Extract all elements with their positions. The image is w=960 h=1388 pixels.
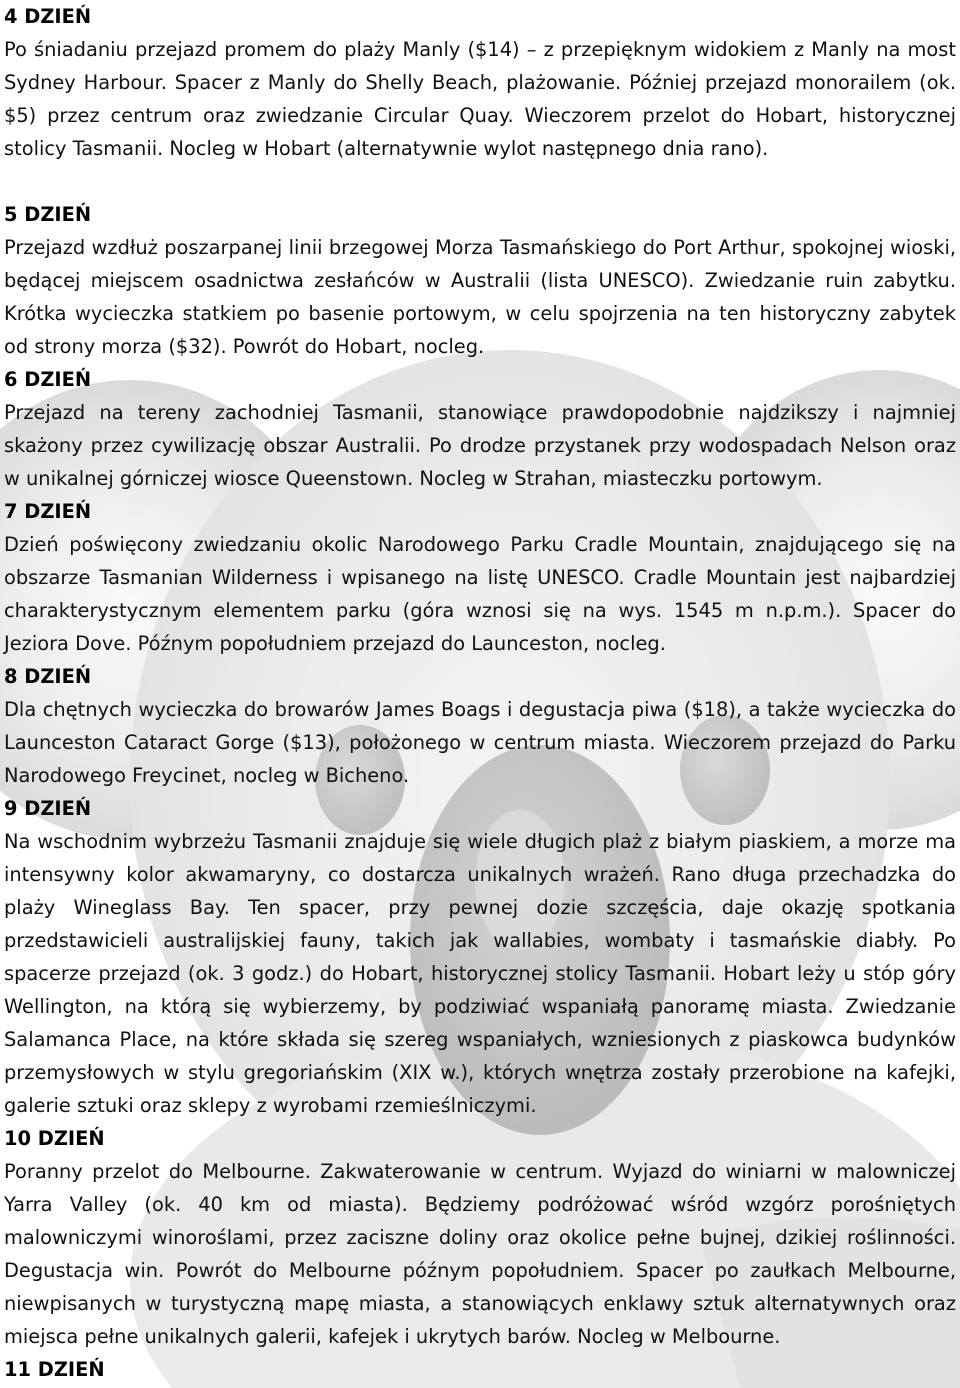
- day-section-8: [4, 660, 956, 792]
- day-section-10: [4, 1122, 956, 1353]
- day-heading: 11 DZIEŃ: [4, 1358, 105, 1381]
- day-heading: 8 DZIEŃ: [4, 665, 92, 688]
- day-section-9: [4, 792, 956, 1122]
- day-heading: 6 DZIEŃ: [4, 368, 92, 391]
- day-section-4: [4, 0, 956, 165]
- day-description: Dla chętnych wycieczka do browarów James Boags i degustacja piwa ($18), a także wycieczka do Launceston Cataract Gorge ($13), położonego w centrum miasta. Wieczorem przejazd do Parku Narodowego Freycinet, nocleg w Bicheno.: [4, 698, 956, 787]
- day-description: Przejazd wzdłuż poszarpanej linii brzegowej Morza Tasmańskiego do Port Arthur, spokojnej wioski, będącej miejscem osadnictwa zesłańców w Australii (lista UNESCO). Zwiedzanie ruin zabytku. Krótka wycieczka statkiem po basenie portowym, w celu spojrzenia na ten historyczny zabytek od strony morza ($32). Powrót do Hobart, nocleg.: [4, 236, 956, 358]
- day-description: Dzień poświęcony zwiedzaniu okolic Narodowego Parku Cradle Mountain, znajdującego się na obszarze Tasmanian Wilderness i wpisanego na listę UNESCO. Cradle Mountain jest najbardziej charakterystycznym elementem parku (góra wznosi się na wys. 1545 m n.p.m.). Spacer do Jeziora Dove. Późnym popołudniem przejazd do Launceston, nocleg.: [4, 533, 956, 655]
- day-description: Po śniadaniu przejazd promem do plaży Manly ($14) – z przepięknym widokiem z Manly na most Sydney Harbour. Spacer z Manly do Shelly Beach, plażowanie. Później przejazd monorailem (ok. $5) przez centrum oraz zwiedzanie Circular Quay. Wieczorem przelot do Hobart, historycznej stolicy Tasmanii. Nocleg w Hobart (alternatywnie wylot następnego dnia rano).: [4, 38, 956, 160]
- day-heading: 5 DZIEŃ: [4, 203, 92, 226]
- day-description: Poranny przelot do Melbourne. Zakwaterowanie w centrum. Wyjazd do winiarni w malowniczej Yarra Valley (ok. 40 km od miasta). Będziemy podróżować wśród wzgórz porośniętych malowniczymi winoroślami, przez zaciszne doliny oraz okolice pełne bujnej, dzikiej roślinności. Degustacja win. Powrót do Melbourne późnym popołudniem. Spacer po zaułkach Melbourne, niewpisanych w turystyczną mapę miasta, a stanowiących enklawy sztuk alternatywnych oraz miejsca pełne unikalnych galerii, kafejek i ukrytych barów. Nocleg w Melbourne.: [4, 1160, 956, 1348]
- day-heading: 7 DZIEŃ: [4, 500, 92, 523]
- day-description: Przejazd na tereny zachodniej Tasmanii, stanowiące prawdopodobnie najdzikszy i najmniej skażony przez cywilizację obszar Australii. Po drodze przystanek przy wodospadach Nelson oraz w unikalnej górniczej wiosce Queenstown. Nocleg w Strahan, miasteczku portowym.: [4, 401, 956, 490]
- day-section-7: [4, 495, 956, 660]
- day-heading: 9 DZIEŃ: [4, 797, 92, 820]
- day-heading: 10 DZIEŃ: [4, 1127, 105, 1150]
- day-section-5: [4, 198, 956, 363]
- day-section-11: [4, 1353, 956, 1386]
- day-section-6: [4, 363, 956, 495]
- day-heading: 4 DZIEŃ: [4, 5, 92, 28]
- day-description: Na wschodnim wybrzeżu Tasmanii znajduje się wiele długich plaż z białym piaskiem, a morze ma intensywny kolor akwamaryny, co dostarcza unikalnych wrażeń. Rano długa przechadzka do plaży Wineglass Bay. Ten spacer, przy pewnej dozie szczęścia, daje okazję spotkania przedstawicieli australijskiej fauny, takich jak wallabies, wombaty i tasmańskie diabły. Po spacerze przejazd (ok. 3 godz.) do Hobart, historycznej stolicy Tasmanii. Hobart leży u stóp góry Wellington, na którą się wybierzemy, by podziwiać wspaniałą panoramę miasta. Zwiedzanie Salamanca Place, na które składa się szereg wspaniałych, wzniesionych z piaskowca budynków przemysłowych w stylu gregoriańskim (XIX w.), których wnętrza zostały przerobione na kafejki, galerie sztuki oraz sklepy z wyrobami rzemieślniczymi.: [4, 830, 956, 1117]
